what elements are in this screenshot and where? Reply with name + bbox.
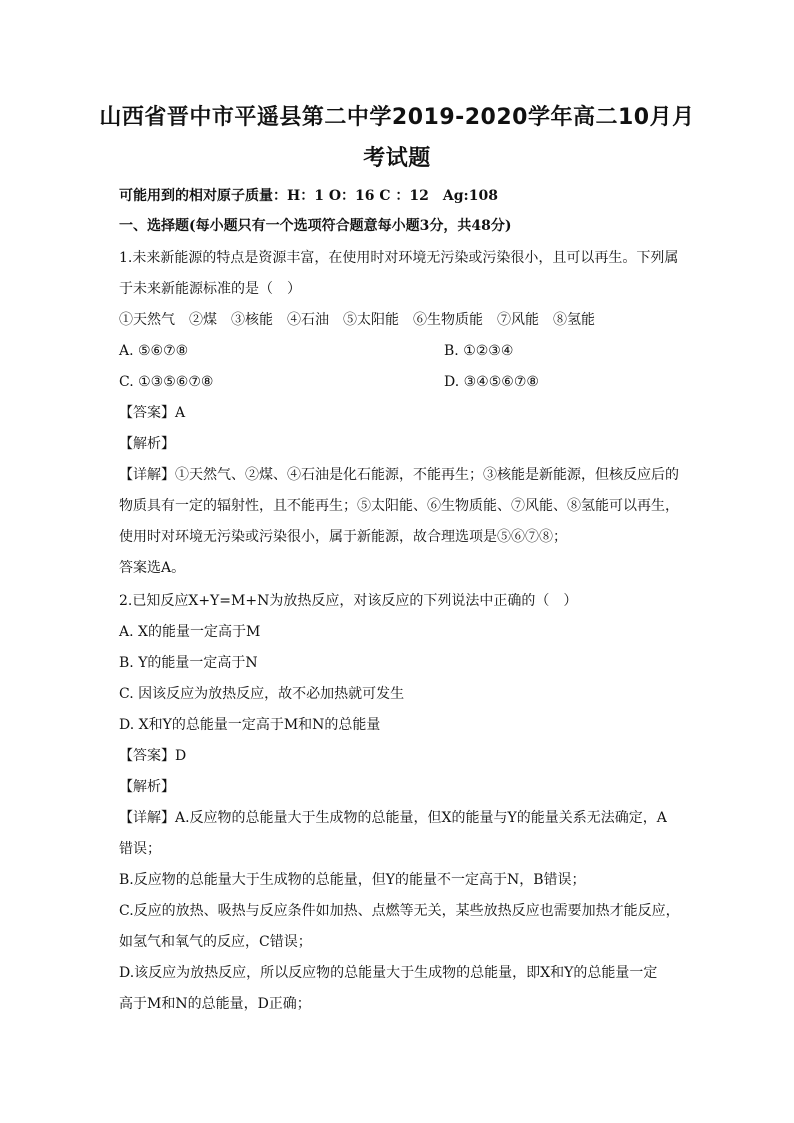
q2-analysis-label: 【解析】 — [119, 779, 175, 795]
q2-option-b: B. Y的能量一定高于N — [119, 655, 258, 671]
q2-detail-line2: 错误； — [119, 841, 161, 857]
q1-stem-line2: 于未来新能源标准的是（ ） — [119, 281, 301, 297]
q1-option-a: A. ⑤⑥⑦⑧ — [119, 343, 189, 359]
q2-option-a: A. X的能量一定高于M — [119, 624, 261, 640]
document-title-line2: 考试题 — [363, 146, 431, 171]
q1-answer: 【答案】A — [119, 405, 186, 421]
q1-analysis-label: 【解析】 — [119, 436, 175, 452]
document-title-line1: 山西省晋中市平遥县第二中学2019-2020学年高二10月月 — [99, 105, 695, 130]
q2-detail-line5: 如氢气和氧气的反应，C错误； — [119, 934, 312, 950]
atomic-mass-note: 可能用到的相对原子质量：H：1 O：16 C ：12 Ag:108 — [119, 188, 498, 204]
q1-option-c: C. ①③⑤⑥⑦⑧ — [119, 374, 214, 390]
q2-option-c: C. 因该反应为放热反应，故不必加热就可发生 — [119, 686, 405, 702]
q1-detail-line3: 使用时对环境无污染或污染很小，属于新能源，故合理选项是⑤⑥⑦⑧； — [119, 529, 567, 545]
q1-option-d: D. ③④⑤⑥⑦⑧ — [444, 374, 539, 390]
q2-option-d: D. X和Y的总能量一定高于M和N的总能量 — [119, 717, 381, 733]
q1-detail-line2: 物质具有一定的辐射性，且不能再生；⑤太阳能、⑥生物质能、⑦风能、⑧氢能可以再生， — [119, 498, 679, 514]
q2-detail-line1: 【详解】A.反应物的总能量大于生成物的总能量，但X的能量与Y的能量关系无法确定，A — [119, 810, 667, 826]
q2-detail-line6: D.该反应为放热反应，所以反应物的总能量大于生成物的总能量，即X和Y的总能量一定 — [119, 965, 658, 981]
q1-items: ①天然气 ②煤 ③核能 ④石油 ⑤太阳能 ⑥生物质能 ⑦风能 ⑧氢能 — [119, 312, 595, 328]
q1-stem-line1: 1.未来新能源的特点是资源丰富，在使用时对环境无污染或污染很小，且可以再生。下列属 — [119, 250, 679, 266]
q1-detail-line1: 【详解】①天然气、②煤、④石油是化石能源，不能再生；③核能是新能源，但核反应后的 — [119, 467, 679, 483]
q1-option-b: B. ①②③④ — [444, 343, 514, 359]
q2-detail-line7: 高于M和N的总能量，D正确； — [119, 996, 311, 1012]
q2-detail-line3: B.反应物的总能量大于生成物的总能量，但Y的能量不一定高于N，B错误； — [119, 872, 586, 888]
q2-stem: 2.已知反应X+Y=M+N为放热反应，对该反应的下列说法中正确的（ ） — [119, 593, 578, 609]
q2-detail-line4: C.反应的放热、吸热与反应条件如加热、点燃等无关，某些放热反应也需要加热才能反应， — [119, 903, 680, 919]
q2-answer: 【答案】D — [119, 748, 187, 764]
section-heading: 一、选择题(每小题只有一个选项符合题意每小题3分，共48分) — [119, 218, 512, 234]
q1-conclusion: 答案选A。 — [119, 560, 186, 576]
